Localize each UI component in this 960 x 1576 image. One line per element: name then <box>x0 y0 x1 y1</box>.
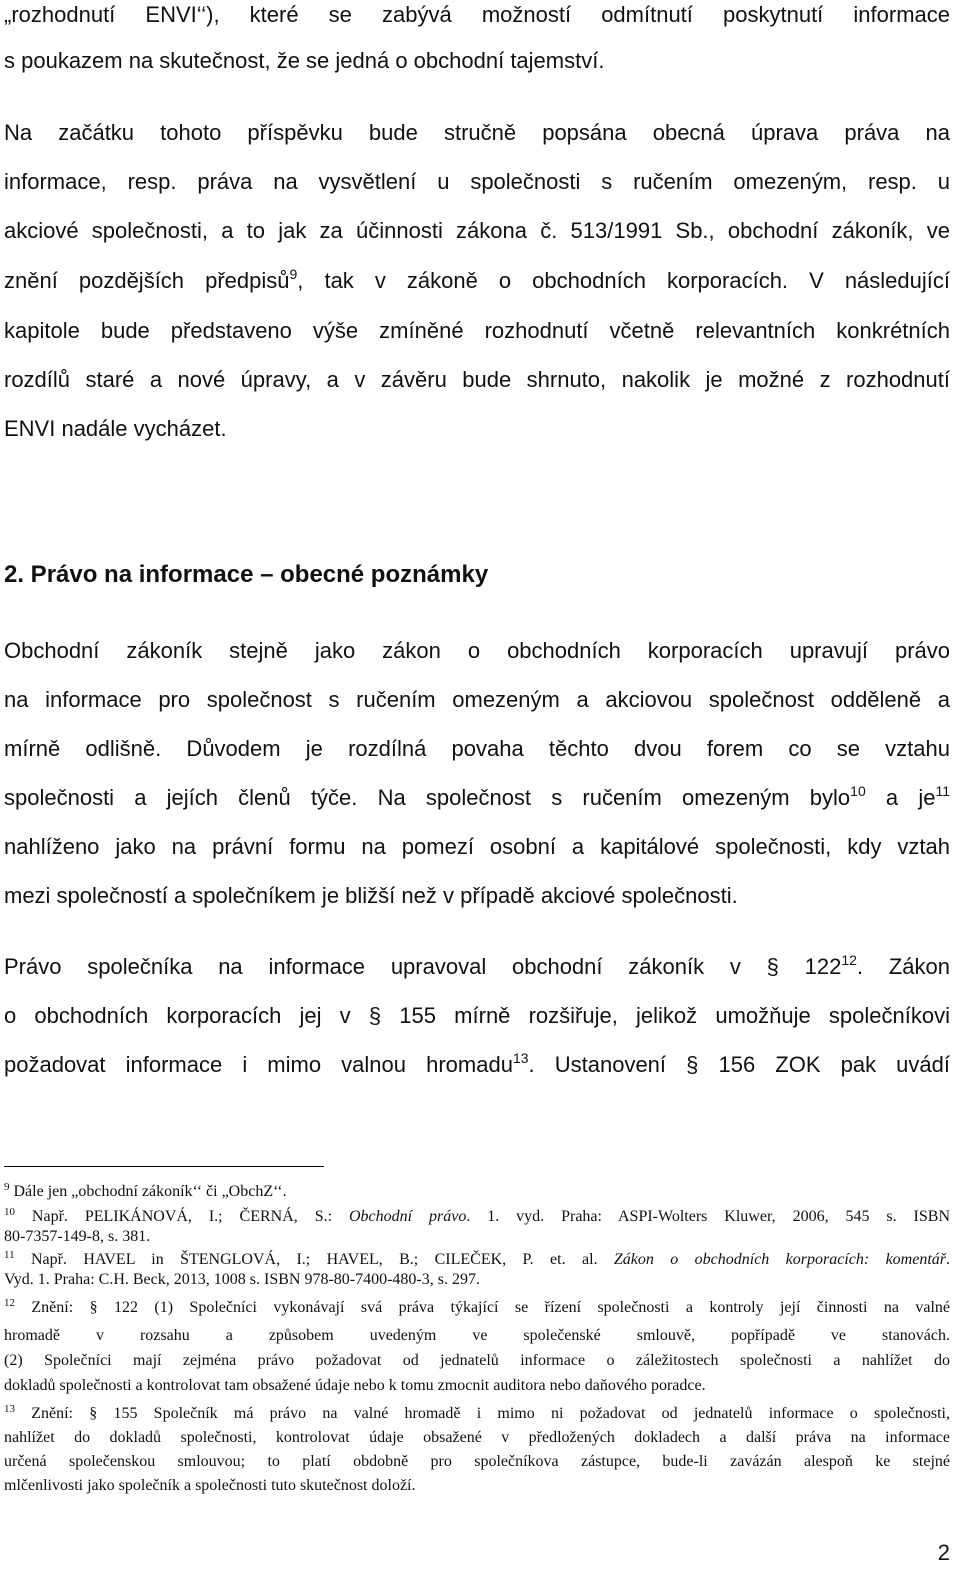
para3-line-1b: . Zákon <box>856 954 950 979</box>
para3-line-2: o obchodních korporacích jej v § 155 mírně rozšiřuje, jelikož umožňuje společníkovi <box>4 1003 950 1028</box>
footnote-10-number: 10 <box>4 1206 15 1218</box>
para2-line-1: Obchodní zákoník stejně jako zákon o obchodních korporacích upravují právo <box>4 638 950 663</box>
footnote-ref-9[interactable]: 9 <box>289 266 298 282</box>
footnote-12-line-3: (2) Společníci mají zejména právo požadovat od jednatelů informace o záležitostech společnosti a nahlížet do <box>4 1352 950 1369</box>
footnote-11-number: 11 <box>4 1249 15 1261</box>
footnote-10-line-2: 80-7357-149-8, s. 381. <box>4 1228 151 1245</box>
footnote-ref-12[interactable]: 12 <box>841 952 857 968</box>
para2-line-2: na informace pro společnost s ručením omezeným a akciovou společnost odděleně a <box>4 687 950 712</box>
footnote-11 <box>4 1250 950 1270</box>
footnote-11-authors: Např. HAVEL in ŠTENGLOVÁ, I.; HAVEL, B.; CILEČEK, P. et. al. <box>14 1251 614 1268</box>
footnote-13-line-2: nahlížet do dokladů společnosti, kontrolovat údaje obsažené v předložených dokladech a další práva na informace <box>4 1429 950 1446</box>
footnote-11-line-2: Vyd. 1. Praha: C.H. Beck, 2013, 1008 s. ISBN 978-80-7400-480-3, s. 297. <box>4 1271 480 1288</box>
para2-line-4 <box>4 783 950 813</box>
footnote-10-authors: Např. PELIKÁNOVÁ, I.; ČERNÁ, S.: <box>15 1208 349 1225</box>
footnote-ref-11[interactable]: 11 <box>935 783 950 799</box>
footnote-9-text: Dále jen „obchodní zákoník‘‘ či „ObchZ‘‘. <box>9 1183 287 1200</box>
footnote-12-line-2: hromadě v rozsahu a způsobem uvedeným ve společenské smlouvě, popřípadě ve stanovách. <box>4 1327 950 1344</box>
footnote-13-line-4: mlčenlivosti jako společník a společnosti tuto skutečnost doloží. <box>4 1477 416 1494</box>
footnote-12-line-1: Znění: § 122 (1) Společníci vykonávají svá práva týkající se řízení společnosti a kontroly její činnosti na valné <box>15 1299 950 1316</box>
footnote-13-line-3: určená společenskou smlouvou; to platí obdobně pro společníkova zástupce, bude-li zavázán alespoň ke stejné <box>4 1453 950 1470</box>
footnote-13 <box>4 1404 950 1424</box>
para2-line-5: nahlíženo jako na právní formu na pomezí osobní a kapitálové společnosti, kdy vztah <box>4 834 950 859</box>
footnote-9-number: 9 <box>4 1181 10 1193</box>
footnote-10-title: Obchodní právo <box>348 1208 467 1225</box>
footnote-10 <box>4 1207 950 1227</box>
intro-line-1: „rozhodnutí ENVI‘‘), které se zabývá možností odmítnutí poskytnutí informace <box>4 2 950 27</box>
para2-line-4b: a je <box>865 785 936 810</box>
intro-line-3: Na začátku tohoto příspěvku bude stručně popsána obecná úprava práva na <box>4 120 950 145</box>
footnote-13-line-1: Znění: § 155 Společník má právo na valné hromadě i mimo ni požadovat od jednatelů informace o společnosti, <box>15 1405 950 1422</box>
para3-line-3b: . Ustanovení § 156 ZOK pak uvádí <box>528 1052 950 1077</box>
intro-line-6b: , tak v zákoně o obchodních korporacích. V následující <box>297 268 950 293</box>
para2-line-4a: společnosti a jejích členů týče. Na společnost s ručením omezeným bylo <box>4 785 851 810</box>
footnote-12-line-4: dokladů společnosti a kontrolovat tam obsažené údaje nebo k tomu zmocnit auditora nebo daňového poradce. <box>4 1377 706 1394</box>
footnote-9 <box>4 1182 950 1202</box>
footnote-ref-10[interactable]: 10 <box>850 783 866 799</box>
footnote-12 <box>4 1298 950 1318</box>
para3-line-1a: Právo společníka na informace upravoval obchodní zákoník v § 122 <box>4 954 842 979</box>
intro-line-6 <box>4 266 950 296</box>
para2-line-3: mírně odlišně. Důvodem je rozdílná povaha těchto dvou forem co se vztahu <box>4 736 950 761</box>
intro-line-7: kapitole bude představeno výše zmíněné rozhodnutí včetně relevantních konkrétních <box>4 318 950 343</box>
intro-line-8: rozdílů staré a nové úpravy, a v závěru bude shrnuto, nakolik je možné z rozhodnutí <box>4 367 950 392</box>
footnote-13-number: 13 <box>4 1403 15 1415</box>
footnote-separator <box>4 1166 324 1167</box>
page-number: 2 <box>937 1540 950 1565</box>
intro-line-6a: znění pozdějších předpisů <box>4 268 290 293</box>
intro-line-2: s poukazem na skutečnost, že se jedná o obchodní tajemství. <box>4 48 605 73</box>
para3-line-1 <box>4 952 950 982</box>
section-heading: 2. Právo na informace – obecné poznámky <box>4 561 489 588</box>
footnote-ref-13[interactable]: 13 <box>512 1050 529 1066</box>
footnote-11-title: Zákon o obchodních korporacích: komentář <box>613 1251 947 1268</box>
para3-line-3a: požadovat informace i mimo valnou hromadu <box>4 1052 513 1077</box>
para2-line-6: mezi společností a společníkem je bližší než v případě akciové společnosti. <box>4 883 738 908</box>
footnote-12-number: 12 <box>4 1297 15 1309</box>
footnote-10-publisher: . 1. vyd. Praha: ASPI-Wolters Kluwer, 2006, 545 s. ISBN <box>466 1208 951 1225</box>
footnote-11-end: . <box>946 1251 951 1268</box>
para3-line-3 <box>4 1050 950 1080</box>
intro-line-9: ENVI nadále vycházet. <box>4 416 227 441</box>
intro-line-5: akciové společnosti, a to jak za účinnosti zákona č. 513/1991 Sb., obchodní zákoník, ve <box>4 218 950 243</box>
intro-line-4: informace, resp. práva na vysvětlení u společnosti s ručením omezeným, resp. u <box>4 169 950 194</box>
